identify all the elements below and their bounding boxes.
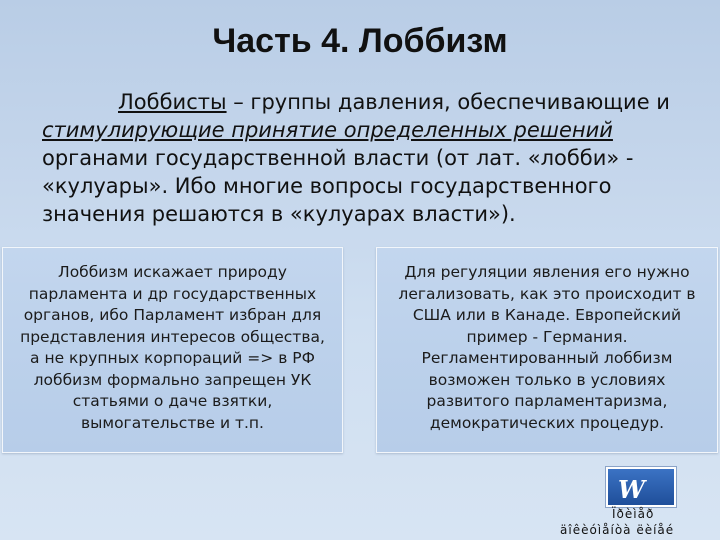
intro-paragraph: [42, 88, 702, 228]
right-box-text: Для регуляции явления его нужно легализовать, как это происходит в США или в Канаде. Европейский пример - Германия. Регламентированный лоббизм возможен только в условиях развитого парламентаризма, демократических процедур.: [398, 263, 696, 432]
logo-mark: W: [618, 475, 645, 504]
left-text-box: [2, 247, 343, 453]
logo-caption-line1: Ïðèìåð: [612, 507, 655, 521]
slide-title: Часть 4. Лоббизм: [212, 22, 508, 60]
left-box-text: Лоббизм искажает природу парламента и др государственных органов, ибо Парламент избран для представления интересов общества, а не крупных корпораций => в РФ лоббизм формально запрещен УК статьями о даче взятки, вымогательстве и т.п.: [20, 263, 325, 432]
intro-underlined-text: стимулирующие принятие определенных решений: [42, 118, 613, 142]
right-text-box: [376, 247, 718, 453]
intro-term: Лоббисты: [118, 90, 227, 114]
logo-caption-line2: äîêèóìåíòà ëèíåé: [560, 523, 675, 537]
intro-rest-text: органами государственной власти (от лат. «лобби» - «кулуары». Ибо многие вопросы государственного значения решаются в «кулуарах власти»).: [42, 146, 634, 226]
word-logo-icon: [606, 467, 676, 507]
intro-dash-text: – группы давления, обеспечивающие и: [226, 90, 670, 114]
